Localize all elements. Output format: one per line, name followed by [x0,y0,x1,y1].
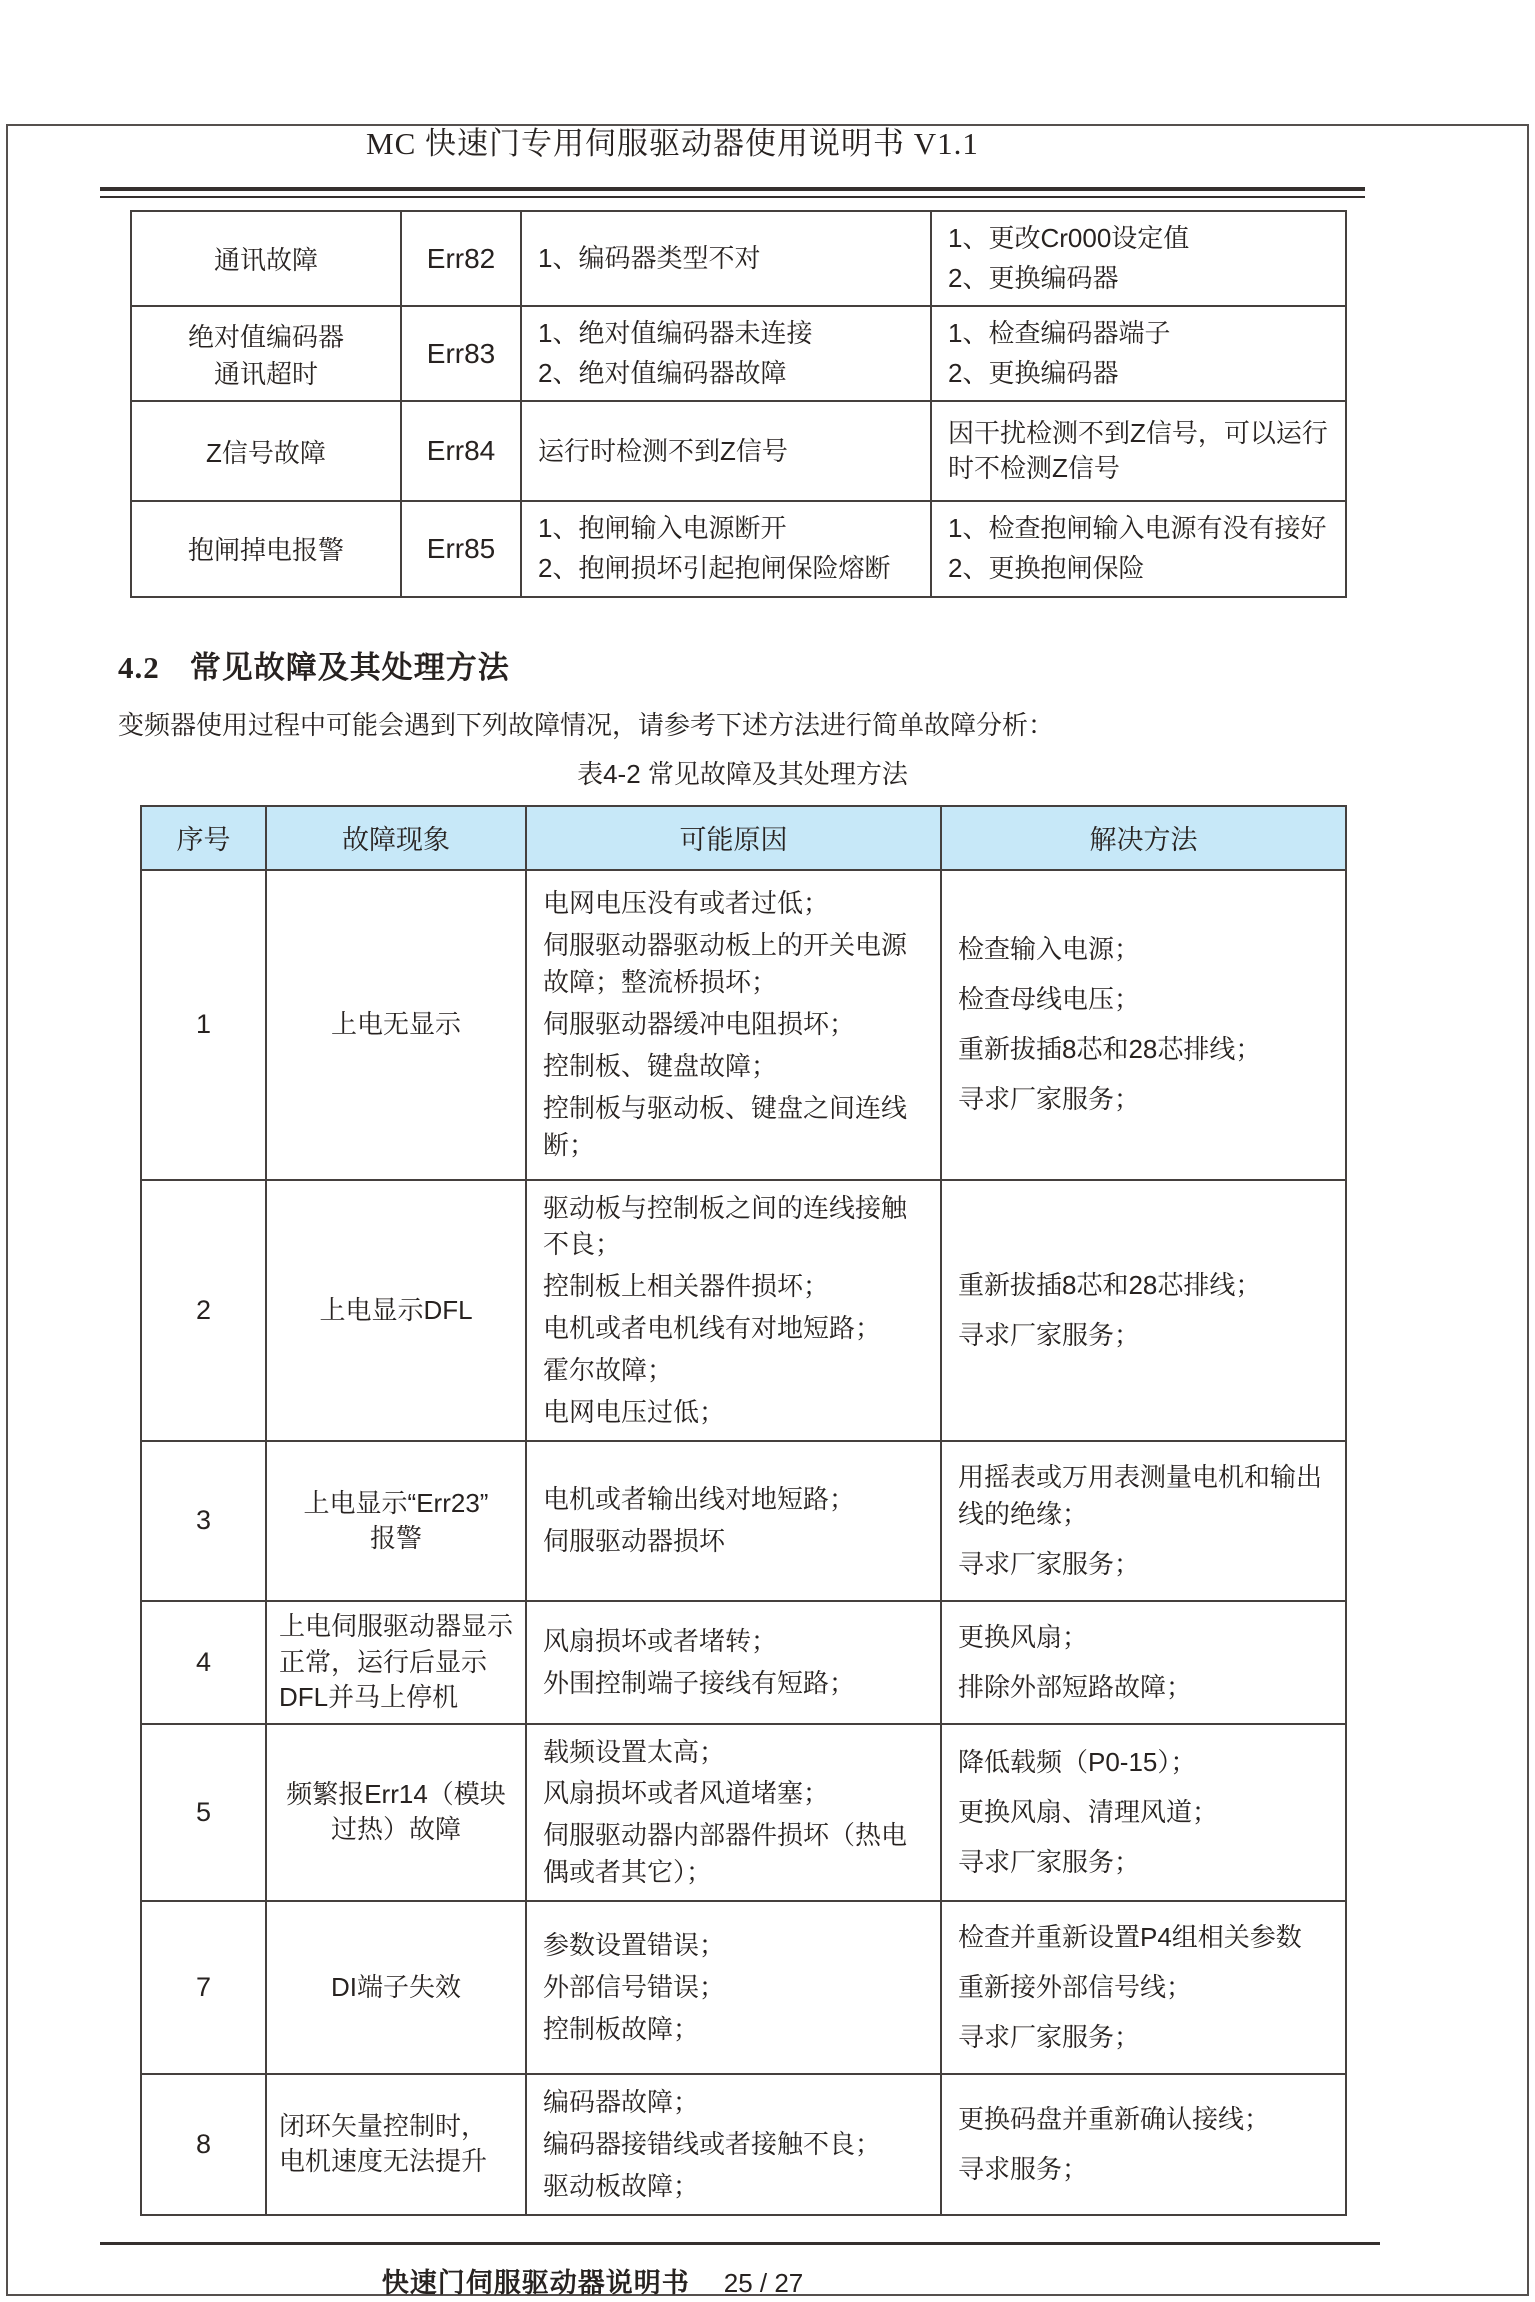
solution-cell [941,1724,1346,1902]
title-rule [100,187,1365,198]
footer [0,2261,1225,2300]
text-line: 电网电压过低； [543,1397,726,1428]
cause-cell [526,2074,941,2215]
text-line: 寻求厂家服务； [958,1319,1141,1350]
text-line: 外围控制端子接线有短路； [543,1667,856,1698]
text-line: 用摇表或万用表测量电机和输出线的绝缘； [958,1462,1323,1529]
row-number-cell: 2 [141,1180,266,1441]
cause-cell [526,870,941,1180]
text-line: 寻求服务； [958,2153,1089,2184]
text-line: 寻求厂家服务； [958,2021,1141,2052]
section-heading [118,642,1535,687]
text-line: 重新拔插8芯和28芯排线； [958,1269,1262,1300]
text-line: 伺服驱动器缓冲电阻损坏； [543,1009,856,1040]
text-line: 外部信号错误； [543,1972,726,2003]
text-line: 过热）故障 [330,1814,461,1845]
text-line: 2、抱闸损坏引起抱闸保险熔断 [538,553,891,584]
text-line: 1、检查抱闸输入电源有没有接好 [948,513,1327,544]
text-line: 正常，运行后显示 [279,1646,488,1677]
section-number: 4.2 [118,649,160,685]
solution-cell [941,1441,1346,1601]
phenomenon-cell [266,1180,526,1441]
text-line: 更换码盘并重新确认接线； [958,2103,1271,2134]
cause-cell [526,1180,941,1441]
text-line: 抱闸掉电报警 [187,535,344,566]
row-number-cell: 4 [141,1601,266,1724]
cause-cell [521,306,931,401]
header-cell-phenomenon: 故障现象 [266,806,526,870]
text-line: 更换风扇、清理风道； [958,1796,1219,1827]
error-code-cell: Err82 [401,211,521,306]
text-line: 驱动板故障； [543,2170,700,2201]
fault-name-cell [131,501,401,596]
text-line: 参数设置错误； [543,1930,726,1961]
text-line: 风扇损坏或者堵转； [543,1625,778,1656]
error-code-cell: Err83 [401,306,521,401]
error-table-row [131,306,1346,401]
cause-cell [526,1901,941,2074]
solution-cell [941,1901,1346,2074]
cause-cell [526,1601,941,1724]
fault-name-cell [131,401,401,501]
page [0,118,1535,2302]
intro-text: 变频器使用过程中可能会遇到下列故障情况，请参考下述方法进行简单故障分析： [118,709,1055,740]
cause-cell [521,211,931,306]
text-line: 2、更换编码器 [948,263,1119,294]
header-cell-no: 序号 [141,806,266,870]
phenomenon-cell [266,1601,526,1724]
cause-cell [526,1724,941,1902]
text-line: Z信号故障 [206,437,326,468]
cause-cell [521,401,931,501]
solution-cell [931,211,1346,306]
phenomenon-cell [266,1724,526,1902]
footer-doc-name: 快速门伺服驱动器说明书 [381,2267,690,2298]
text-line: 1、更改Cr000设定值 [948,223,1190,253]
text-line: 通讯超时 [213,358,318,389]
text-line: 降低载频（P0-15）； [958,1746,1197,1777]
text-line: 上电显示“Err23” [303,1487,489,1518]
text-line: 1、抱闸输入电源断开 [538,513,787,544]
solution-cell [941,2074,1346,2215]
text-line: 频繁报Err14（模块 [286,1779,506,1810]
text-line: 寻求厂家服务； [958,1846,1141,1877]
text-line: 载频设置太高； [543,1736,726,1767]
fault-table-row [141,1724,1346,1902]
error-table [130,210,1347,598]
text-line: 重新拔插8芯和28芯排线； [958,1034,1262,1065]
text-line: 2、更换编码器 [948,358,1119,389]
phenomenon-cell [266,1441,526,1601]
row-number-cell: 1 [141,870,266,1180]
header-cell-solution: 解决方法 [941,806,1346,870]
text-line: 电机速度无法提升 [279,2146,488,2177]
error-table-body [131,211,1346,597]
phenomenon-cell [266,1901,526,2074]
text-line: 通讯故障 [213,245,318,276]
text-line: DI端子失效 [330,1971,461,2002]
fault-table-row [141,2074,1346,2215]
fault-table-row [141,1441,1346,1601]
text-line: 2、绝对值编码器故障 [538,358,787,389]
fault-table-row [141,1180,1346,1441]
text-line: 检查并重新设置P4组相关参数 [958,1922,1302,1953]
text-line: 报警 [369,1522,422,1553]
text-line: 控制板上相关器件损坏； [543,1271,830,1302]
fault-table-row [141,870,1346,1180]
fault-table-header-row [141,806,1346,870]
fault-table-row [141,1901,1346,2074]
table-caption: 表4-2 常见故障及其处理方法 [577,758,908,789]
text-line: 1、检查编码器端子 [948,318,1171,349]
error-table-row [131,501,1346,596]
phenomenon-cell [266,2074,526,2215]
text-line: 上电伺服驱动器显示 [279,1611,514,1642]
text-line: 控制板故障； [543,2013,700,2044]
text-line: 因干扰检测不到Z信号，可以运行时不检测Z信号 [948,418,1328,484]
fault-table-body [141,870,1346,2215]
text-line: 电机或者电机线有对地短路； [543,1313,882,1344]
text-line: 寻求厂家服务； [958,1548,1141,1579]
text-line: 1、编码器类型不对 [538,243,761,274]
solution-cell [931,401,1346,501]
cause-cell [526,1441,941,1601]
text-line: 运行时检测不到Z信号 [538,435,788,466]
error-code-cell: Err85 [401,501,521,596]
fault-name-cell [131,211,401,306]
solution-cell [941,1180,1346,1441]
header-title: MC 快速门专用伺服驱动器使用说明书 V1.1 [366,126,979,161]
solution-cell [941,870,1346,1180]
text-line: 排除外部短路故障； [958,1671,1193,1702]
row-number-cell: 8 [141,2074,266,2215]
cause-cell [521,501,931,596]
text-line: 风扇损坏或者风道堵塞； [543,1778,830,1809]
fault-table [140,805,1347,2216]
text-line: 编码器故障； [543,2086,700,2117]
text-line: 寻求厂家服务； [958,1083,1141,1114]
text-line: DFL并马上停机 [279,1681,459,1712]
fault-table-row [141,1601,1346,1724]
footer-rule [100,2242,1380,2245]
solution-cell [931,306,1346,401]
text-line: 霍尔故障； [543,1355,674,1386]
solution-cell [941,1601,1346,1724]
error-table-row [131,211,1346,306]
section-title: 常见故障及其处理方法 [189,649,510,685]
text-line: 电网电压没有或者过低； [543,888,830,919]
text-line: 电机或者输出线对地短路； [543,1484,856,1515]
text-line: 驱动板与控制板之间的连线接触不良； [543,1192,908,1260]
text-line: 上电显示DFL [319,1294,473,1325]
header-cell-cause: 可能原因 [526,806,941,870]
text-line: 上电无显示 [330,1009,461,1040]
text-line: 伺服驱动器驱动板上的开关电源故障；整流桥损坏； [543,930,908,998]
text-line: 1、绝对值编码器未连接 [538,318,813,349]
fault-name-cell [131,306,401,401]
text-line: 检查母线电压； [958,984,1141,1015]
text-line: 重新接外部信号线； [958,1972,1193,2003]
text-line: 伺服驱动器内部器件损坏（热电偶或者其它）； [543,1820,908,1888]
solution-cell [931,501,1346,596]
text-line: 伺服驱动器损坏 [543,1526,726,1557]
phenomenon-cell [266,870,526,1180]
text-line: 闭环矢量控制时， [279,2111,488,2142]
text-line: 更换风扇； [958,1621,1089,1652]
error-code-cell: Err84 [401,401,521,501]
text-line: 编码器接错线或者接触不良； [543,2128,882,2159]
text-line: 控制板与驱动板、键盘之间连线断； [543,1092,908,1160]
footer-page-info: 25 / 27 [723,2267,804,2298]
row-number-cell: 3 [141,1441,266,1601]
row-number-cell: 7 [141,1901,266,2074]
text-line: 控制板、键盘故障； [543,1051,778,1082]
text-line: 2、更换抱闸保险 [948,553,1145,584]
error-table-row [131,401,1346,501]
text-line: 绝对值编码器 [187,321,344,352]
row-number-cell: 5 [141,1724,266,1902]
text-line: 检查输入电源； [958,934,1141,965]
